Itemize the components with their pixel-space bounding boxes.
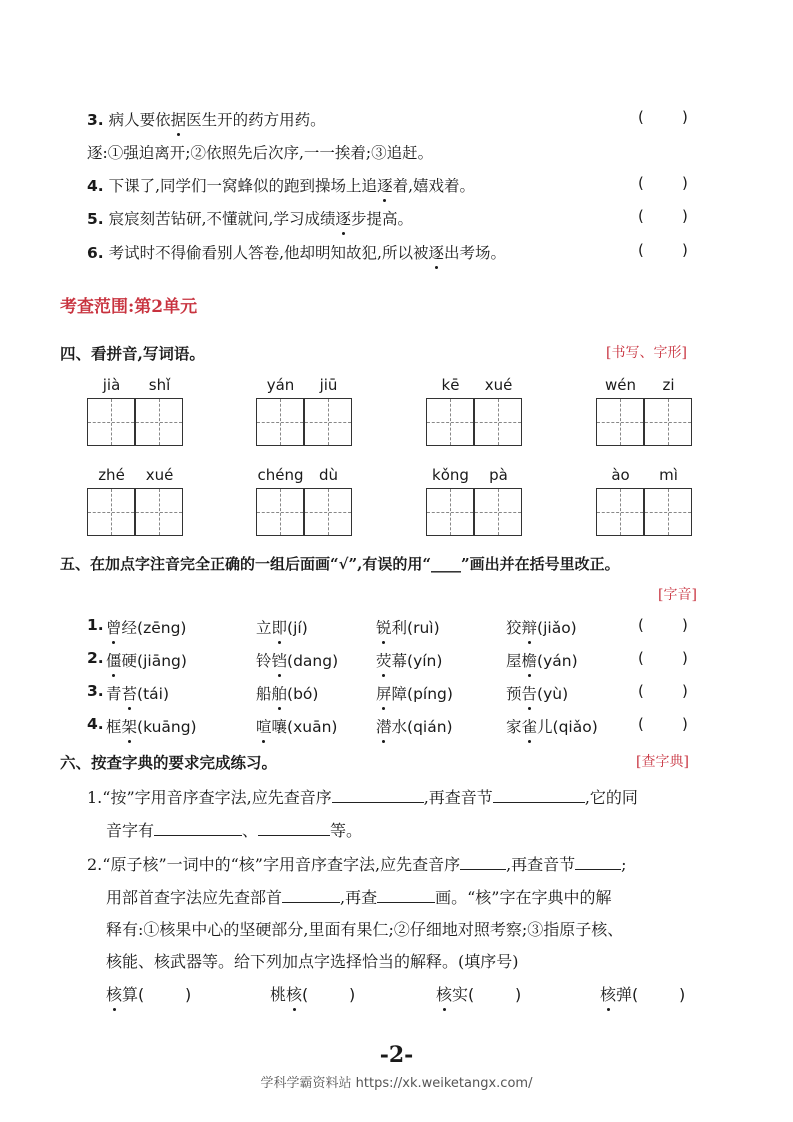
answer-paren[interactable]: ( )	[638, 682, 688, 700]
answer-blank[interactable]	[282, 888, 340, 903]
pinyin-label: xué	[145, 466, 174, 484]
word-char: 算	[122, 985, 139, 1004]
q5-title: 五、在加点字注音完全正确的一组后面画“√”,有误的用“____”画出并在括号里改正。	[60, 555, 620, 573]
dotted-char: 据	[171, 108, 187, 130]
word-char: 障	[391, 685, 408, 703]
q5-word	[376, 616, 440, 638]
dotted-char: 锐	[376, 616, 392, 638]
q5-word	[106, 649, 187, 671]
word-char: 铃	[256, 652, 272, 670]
pinyin-label: yán	[266, 376, 295, 394]
dotted-char: 雀	[522, 715, 538, 737]
pinyin-annotation: (píng)	[407, 685, 453, 703]
word-char: 嚷	[271, 718, 288, 736]
q6-item-1-cont: 音字有 、 等。	[106, 821, 363, 840]
answer-blank[interactable]	[154, 821, 242, 836]
q5-word	[106, 682, 169, 704]
writing-box[interactable]	[426, 488, 474, 536]
writing-box[interactable]	[87, 398, 135, 446]
word-char: 经	[121, 619, 138, 637]
writing-box[interactable]	[426, 398, 474, 446]
dotted-char: 核	[106, 982, 122, 1005]
writing-box[interactable]	[135, 488, 183, 536]
answer-paren[interactable]: ( )	[638, 241, 688, 259]
answer-blank[interactable]	[460, 855, 506, 870]
pinyin-label: jiū	[319, 376, 338, 394]
dotted-char: 逐	[428, 241, 444, 263]
writing-box[interactable]	[87, 488, 135, 536]
pinyin-label: dù	[318, 466, 339, 484]
pinyin-label: xué	[484, 376, 513, 394]
dotted-char: 核	[286, 982, 302, 1005]
q6-item-2-cont2: 释有:①核果中心的坚硬部分,里面有果仁;②仔细地对照考察;③指原子核、	[106, 920, 624, 939]
writing-box[interactable]	[474, 488, 522, 536]
pinyin-label: mì	[659, 466, 678, 484]
q5-row-number: 3.	[87, 682, 104, 700]
q6-item-2: 2.“原子核”一词中的“核”字用音序查字法,应先查音序 ,再查音节 ;	[87, 855, 627, 874]
q5-word	[106, 616, 186, 638]
pinyin-label: zhé	[98, 466, 125, 484]
q4-title: 四、看拼音,写词语。	[60, 344, 205, 363]
q5-row-number: 1.	[87, 616, 104, 634]
pinyin-annotation: (xuān)	[287, 718, 338, 736]
pinyin-label: zi	[662, 376, 675, 394]
q6-title: 六、按查字典的要求完成练习。	[60, 753, 278, 772]
dotted-char: 辩	[522, 616, 538, 638]
q6-item-1: 1.“按”字用音序查字法,应先查音序 ,再查音节 ,它的同	[87, 788, 638, 807]
q6-word	[106, 982, 191, 1005]
q3-item-3: 3. 病人要依据医生开的药方用药。	[87, 108, 326, 130]
word-char: 青	[106, 685, 122, 703]
word-char: 屋	[506, 652, 522, 670]
q5-word	[256, 682, 318, 704]
word-char: 桃	[270, 985, 287, 1004]
section-title: 考查范围:第2单元	[60, 297, 198, 317]
pinyin-annotation: (yù)	[537, 685, 569, 703]
q6-tag: [查字典]	[636, 754, 689, 770]
q5-row-number: 2.	[87, 649, 104, 667]
word-char: 狡	[506, 619, 522, 637]
word-char: 弹	[616, 985, 633, 1004]
pinyin-annotation: (yán)	[537, 652, 578, 670]
dotted-char: 逐	[335, 207, 351, 229]
q3-item-6: 6. 考试时不得偷看别人答卷,他却明知故犯,所以被逐出考场。	[87, 241, 506, 263]
writing-box[interactable]	[644, 398, 692, 446]
pinyin-annotation: (zēng)	[137, 619, 187, 637]
pinyin-label: jià	[102, 376, 121, 394]
q5-word	[106, 715, 197, 737]
q5-word	[506, 682, 568, 704]
word-char: 实	[452, 985, 469, 1004]
writing-box[interactable]	[644, 488, 692, 536]
q6-word	[270, 982, 355, 1005]
writing-box[interactable]	[256, 488, 304, 536]
q3-item-5: 5. 宸宸刻苦钻研,不懂就问,学习成绩逐步提高。	[87, 207, 413, 229]
writing-box[interactable]	[596, 488, 644, 536]
pinyin-label: pà	[489, 466, 508, 484]
word-char: 水	[391, 718, 408, 736]
answer-blank[interactable]	[377, 888, 435, 903]
dotted-char: 荧	[376, 649, 392, 671]
footer-watermark: 学科学霸资料站 https://xk.weiketangx.com/	[260, 1076, 533, 1091]
pinyin-annotation: (ruì)	[407, 619, 440, 637]
q5-row-number: 4.	[87, 715, 104, 733]
word-char: 硬	[121, 652, 138, 670]
dotted-char: 架	[122, 715, 138, 737]
pinyin-annotation: (qián)	[407, 718, 453, 736]
pinyin-annotation: (dang)	[287, 652, 339, 670]
pinyin-annotation: (yín)	[407, 652, 443, 670]
word-char: 利	[391, 619, 408, 637]
pinyin-label: shǐ	[148, 376, 171, 394]
answer-paren[interactable]: ( )	[638, 207, 688, 225]
pinyin-annotation: (kuāng)	[137, 718, 197, 736]
answer-blank[interactable]	[493, 788, 585, 803]
q5-word	[506, 715, 598, 737]
answer-paren[interactable]: ( )	[638, 715, 688, 733]
dotted-char: 曾	[106, 616, 122, 638]
q6-item-2-cont1: 用部首查字法应先查部首 ,再查 画。“核”字在字典中的解	[106, 888, 612, 907]
q6-item-2-cont3: 核能、核武器等。给下列加点字选择恰当的解释。(填序号)	[106, 952, 519, 971]
writing-box[interactable]	[304, 398, 352, 446]
answer-paren[interactable]: ( )	[638, 108, 688, 126]
q4-tag: [书写、字形]	[606, 345, 687, 361]
q6-word	[600, 982, 685, 1005]
pinyin-label: chéng	[257, 466, 304, 484]
dotted-char: 苔	[122, 682, 138, 704]
q5-word	[376, 649, 442, 671]
dotted-char: 铛	[272, 649, 288, 671]
answer-paren[interactable]: ( )	[638, 616, 688, 634]
pinyin-label: kǒng	[432, 466, 469, 484]
word-char: 预	[506, 685, 522, 703]
pinyin-annotation: (qiǎo)	[552, 718, 598, 736]
q3-item-4: 4. 下课了,同学们一窝蜂似的跑到操场上追逐着,嬉戏着。	[87, 174, 475, 196]
answer-paren[interactable]: ( )	[302, 985, 356, 1004]
dotted-char: 核	[436, 982, 452, 1005]
pinyin-label: ào	[611, 466, 630, 484]
writing-box[interactable]	[474, 398, 522, 446]
dotted-char: 屏	[376, 682, 392, 704]
zhu-definition: 逐:①强迫离开;②依照先后次序,一一挨着;③追赶。	[87, 144, 434, 162]
q5-word	[256, 616, 308, 638]
word-char: 船	[256, 685, 272, 703]
pinyin-annotation: (jiāng)	[137, 652, 187, 670]
pinyin-annotation: (jí)	[287, 619, 308, 637]
word-char: 家	[506, 718, 522, 736]
dotted-char: 逐	[377, 174, 393, 196]
pinyin-annotation: (bó)	[287, 685, 319, 703]
answer-blank[interactable]	[332, 788, 424, 803]
answer-blank[interactable]	[258, 821, 330, 836]
pinyin-annotation: (jiǎo)	[537, 619, 577, 637]
pinyin-annotation: (tái)	[137, 685, 170, 703]
word-char: 幕	[391, 652, 408, 670]
q5-word	[506, 616, 577, 638]
dotted-char: 檐	[522, 649, 538, 671]
dotted-char: 告	[522, 682, 538, 704]
page-number: -2-	[379, 1042, 414, 1068]
writing-box[interactable]	[135, 398, 183, 446]
dotted-char: 喧	[256, 715, 272, 737]
answer-paren[interactable]: ( )	[468, 985, 522, 1004]
dotted-char: 僵	[106, 649, 122, 671]
answer-blank[interactable]	[575, 855, 621, 870]
writing-box[interactable]	[256, 398, 304, 446]
q5-word	[256, 715, 337, 737]
pinyin-label: kē	[441, 376, 460, 394]
dotted-char: 即	[272, 616, 288, 638]
word-char: 立	[256, 619, 272, 637]
answer-paren[interactable]: ( )	[632, 985, 686, 1004]
word-char: 儿	[537, 718, 553, 736]
answer-paren[interactable]: ( )	[138, 985, 192, 1004]
dotted-char: 潜	[376, 715, 392, 737]
q5-tag: [字音]	[658, 587, 697, 603]
answer-paren[interactable]: ( )	[638, 174, 688, 192]
writing-box[interactable]	[596, 398, 644, 446]
writing-box[interactable]	[304, 488, 352, 536]
q5-word	[506, 649, 578, 671]
word-char: 框	[106, 718, 122, 736]
dotted-char: 核	[600, 982, 616, 1005]
q5-word	[376, 715, 453, 737]
answer-paren[interactable]: ( )	[638, 649, 688, 667]
pinyin-label: wén	[604, 376, 636, 394]
q6-word	[436, 982, 521, 1005]
dotted-char: 舶	[272, 682, 288, 704]
q5-word	[376, 682, 453, 704]
q5-word	[256, 649, 338, 671]
